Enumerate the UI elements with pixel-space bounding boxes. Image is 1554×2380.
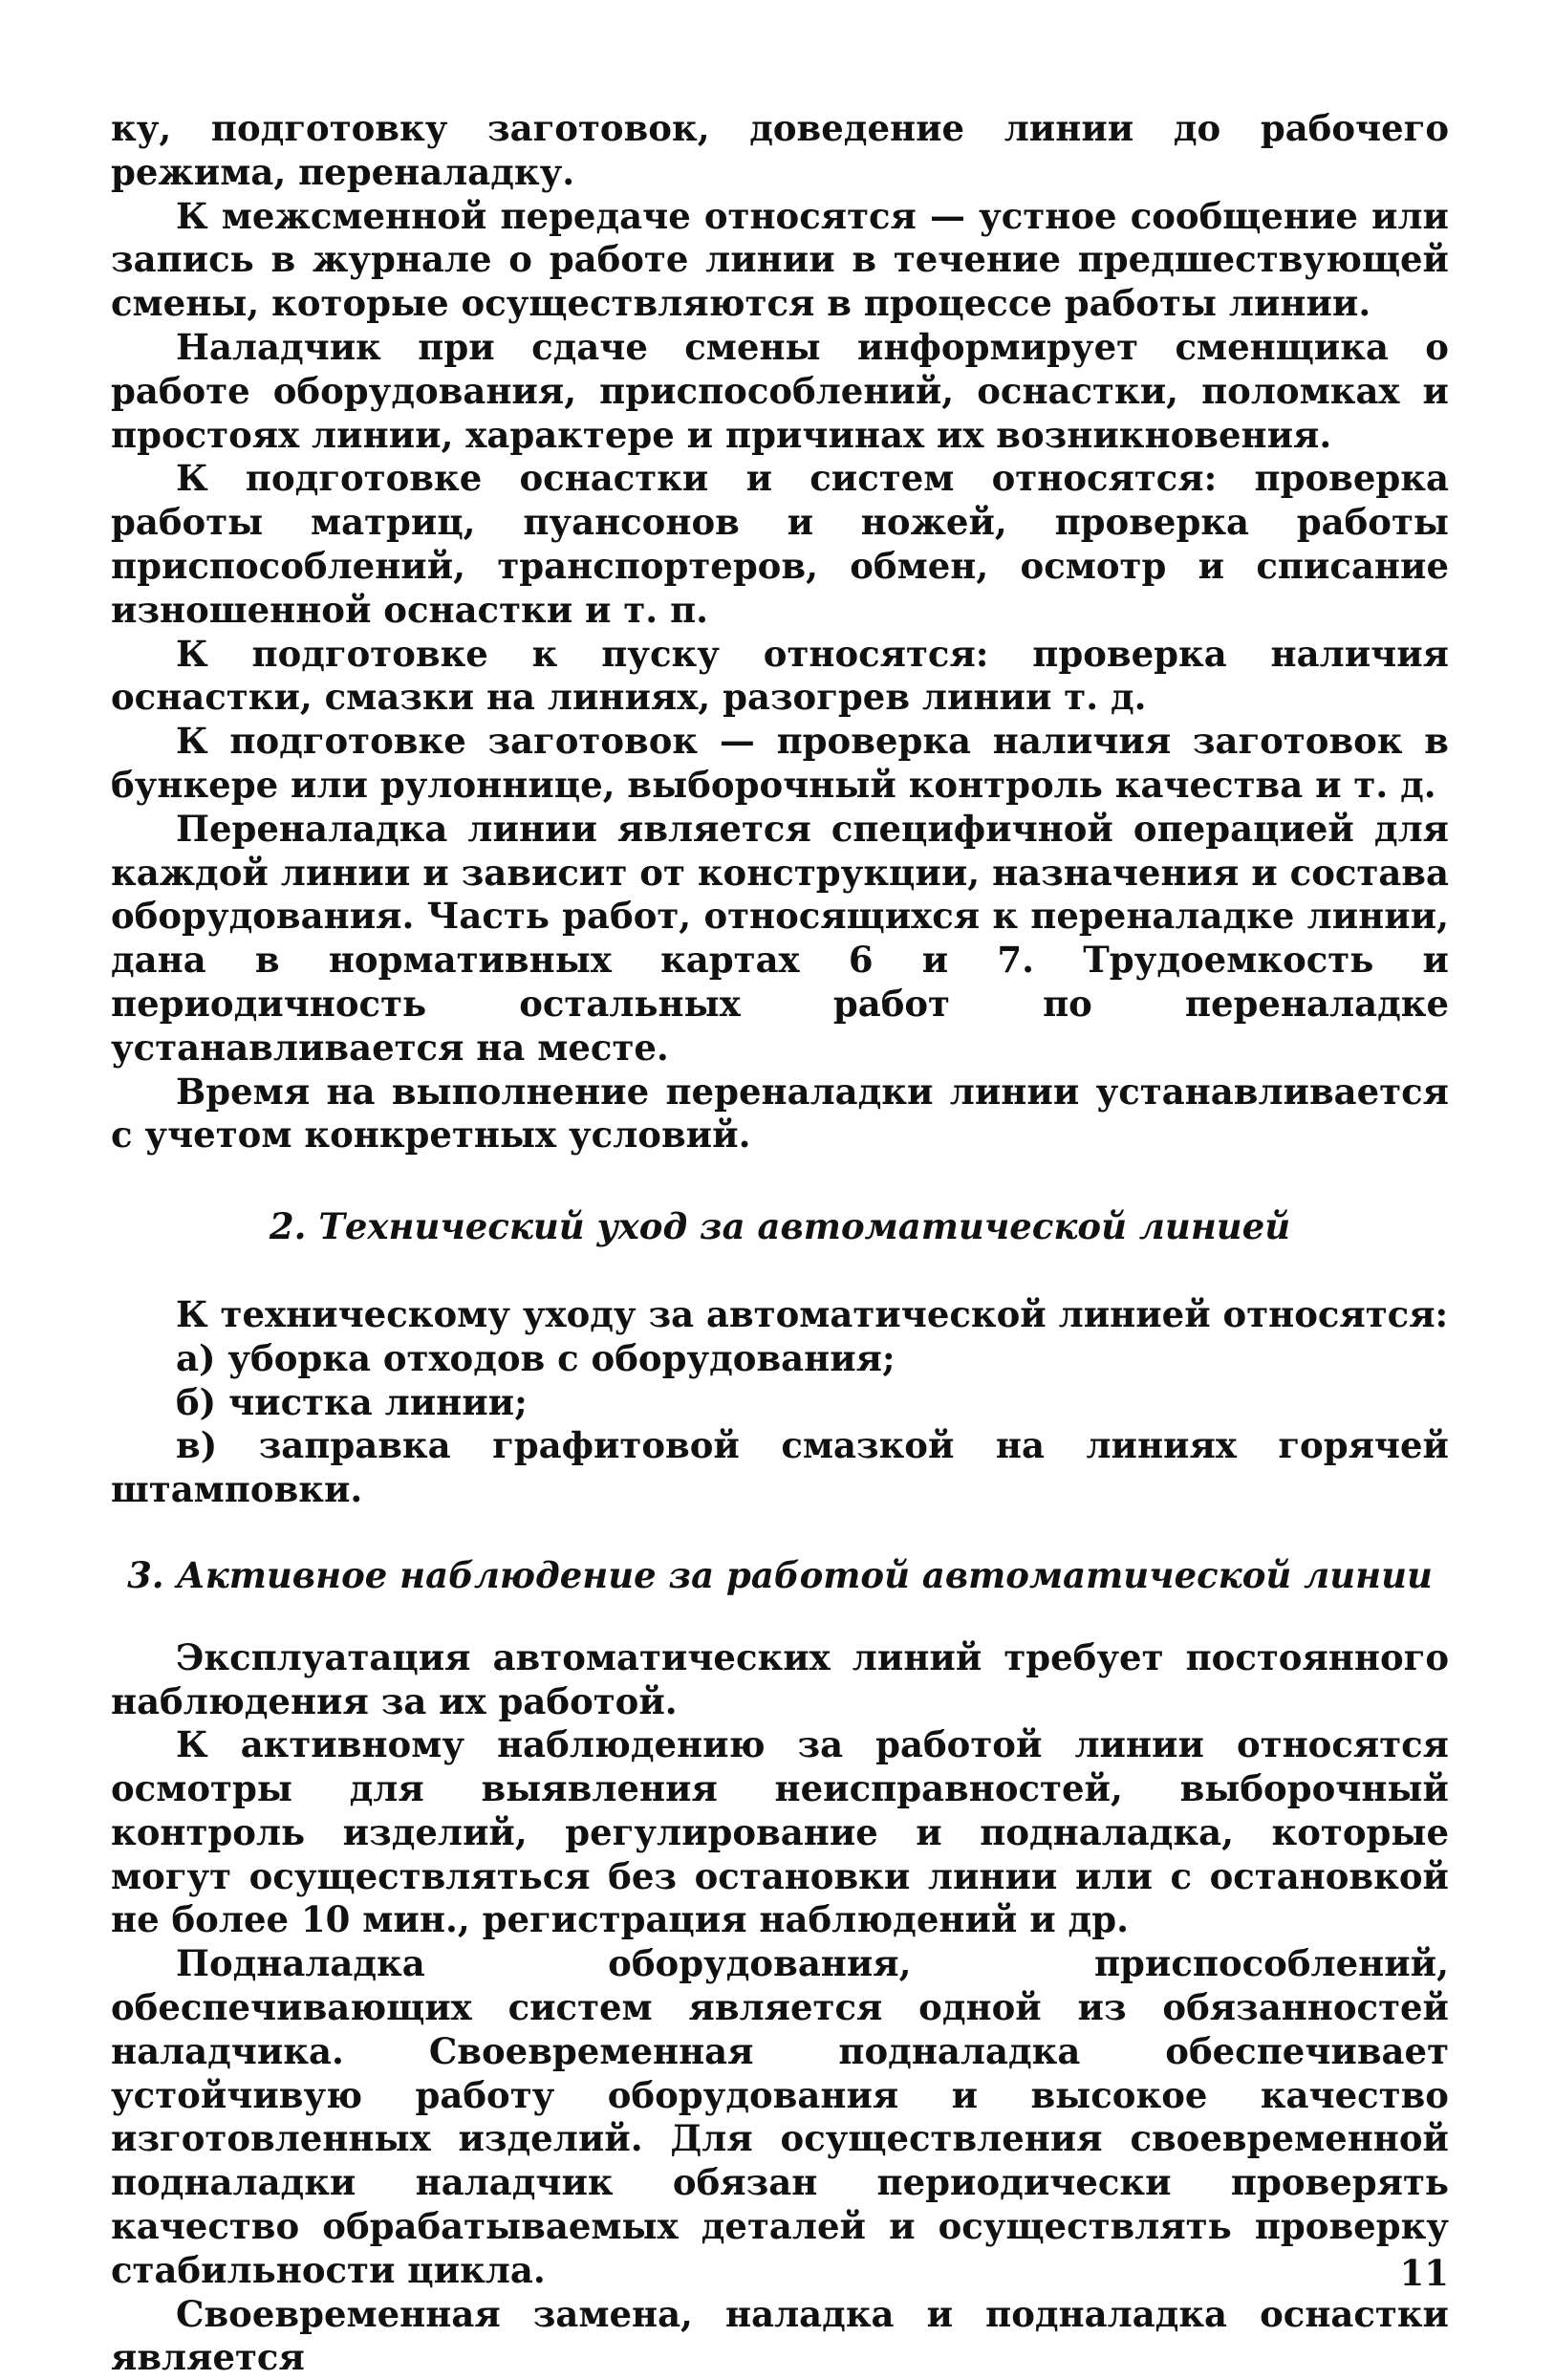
paragraph: Наладчик при сдаче смены информирует сменщика о работе оборудования, приспособлений, оснастки, поломках и простоях линии, характере и причинах их возникновения. [111,325,1449,456]
paragraph: К активному наблюдению за работой линии относятся осмотры для выявления неисправностей, выборочный контроль изделий, регулирование и подналадка, которые могут осуществляться без остановки линии или с остановкой не более 10 мин., регистрация наблюдений и др. [111,1723,1449,1941]
section-2-intro: К техническому уходу за автоматической линией относятся: [176,1292,1449,1335]
paragraph: К подготовке заготовок — проверка наличия заготовок в бункере или рулоннице, выборочный контроль качества и т. д. [111,720,1449,806]
list-item: в) заправка графитовой смазкой на линиях горячей штамповки. [111,1424,1449,1511]
section-2-heading: 2. Технический уход за автоматической линией [269,1205,1291,1248]
paragraph: Эксплуатация автоматических линий требует постоянного наблюдения за их работой. [111,1635,1449,1722]
section-3-heading: 3. Активное наблюдение за работой автоматической линии [127,1553,1433,1596]
paragraph: Подналадка оборудования, приспособлений, обеспечивающих систем является одной из обязанностей наладчика. Своевременная подналадка обеспечивает устойчивую работу оборудования и высокое качество изготовленных изделий. Для осуществления своевременной подналадки наладчик обязан периодически проверять качество обрабатываемых деталей и осуществлять проверку стабильности цикла. [111,1942,1449,2291]
paragraph: К подготовке оснастки и систем относятся: проверка работы матриц, пуансонов и ножей, проверка работы приспособлений, транспортеров, обмен, осмотр и списание изношенной оснастки и т. п. [111,457,1449,631]
top-text-block [111,107,1449,1158]
section-3 [111,1554,1449,2380]
list-item: б) чистка линии; [176,1380,528,1423]
paragraph: ку, подготовку заготовок, доведение линии до рабочего режима, переналадку. [111,107,1449,193]
paragraph: Переналадка линии является специфичной операцией для каждой линии и зависит от конструкции, назначения и состава оборудования. Часть работ, относящихся к переналадке линии, дана в нормативных картах 6 и 7. Трудоемкость и периодичность остальных работ по переналадке устанавливается на месте. [111,807,1449,1069]
paragraph: Своевременная замена, наладка и подналадка оснастки является [111,2292,1449,2379]
paragraph: К межсменной передаче относятся — устное сообщение или запись в журнале о работе линии в течение предшествующей смены, которые осуществляются в процессе работы линии. [111,194,1449,325]
page-number: 11 [1399,2252,1449,2295]
paragraph: К подготовке к пуску относятся: проверка наличия оснастки, смазки на линиях, разогрев линии т. д. [111,632,1449,719]
paragraph: Время на выполнение переналадки линии устанавливается с учетом конкретных условий. [111,1070,1449,1157]
list-item: а) уборка отходов с оборудования; [176,1336,896,1379]
section-2 [111,1205,1449,1512]
document-page [111,107,1449,2379]
